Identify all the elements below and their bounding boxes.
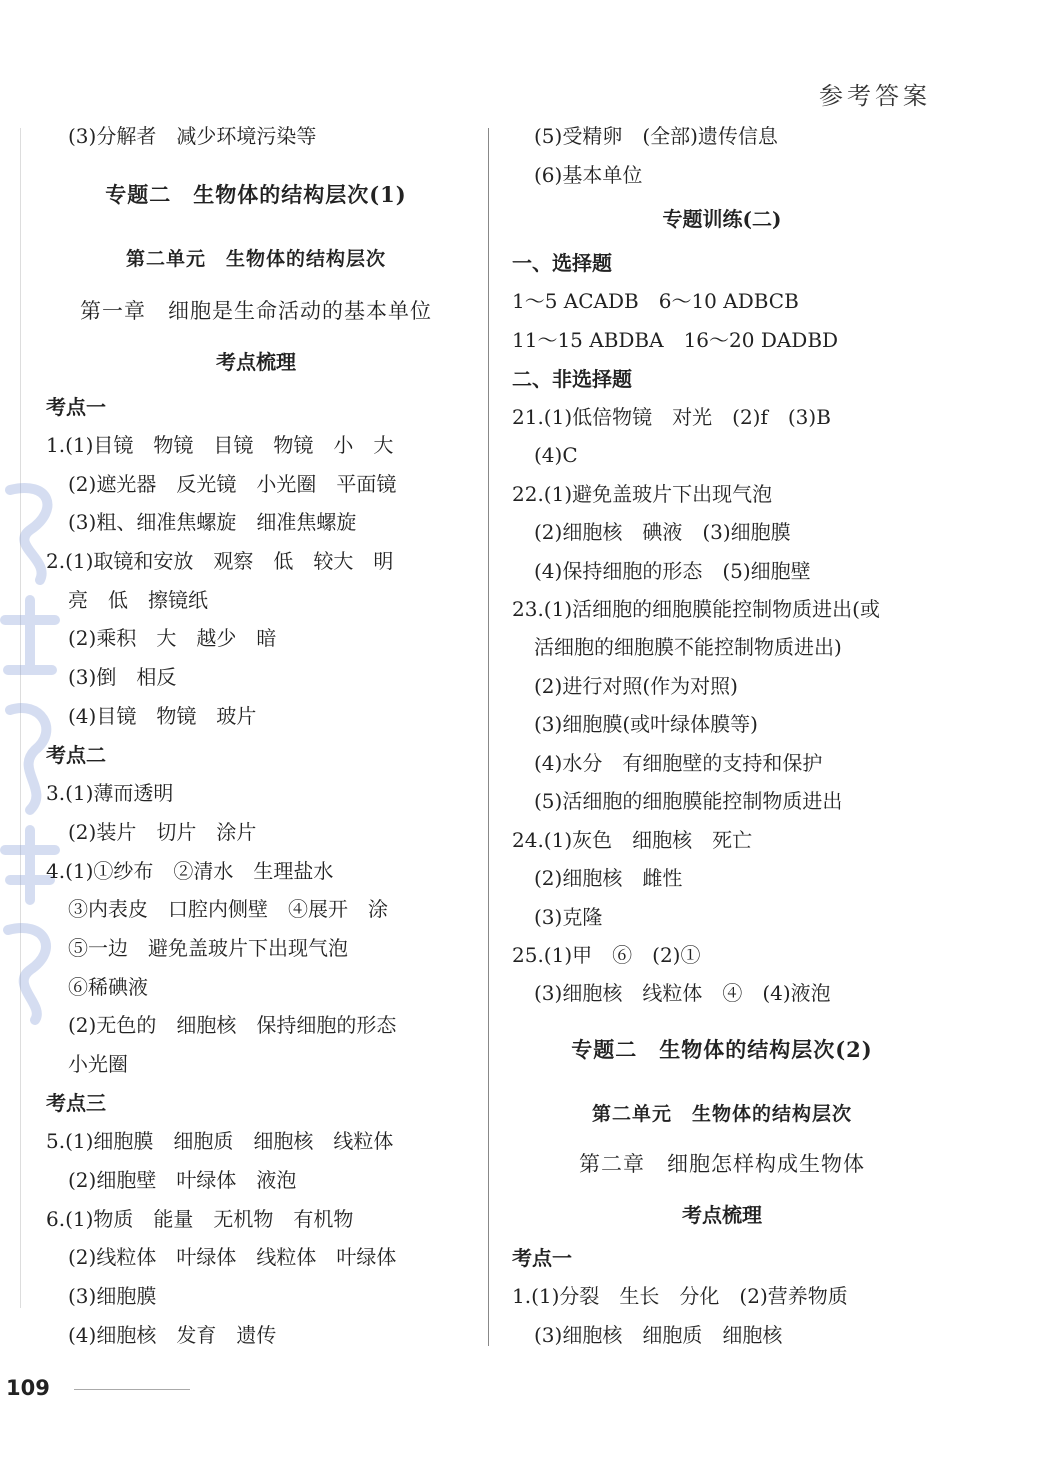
left-line-20: ⑥稀碘液 [68,975,148,999]
right-line-5: 11～15 ABDBA 16～20 DADBD [512,328,839,352]
left-line-8: (3)粗、细准焦螺旋 细准焦螺旋 [68,510,357,534]
page-number: 109 [6,1376,50,1400]
right-line-12: 23.(1)活细胞的细胞膜能控制物质进出(或 [512,597,880,621]
right-line-19: (2)细胞核 雌性 [534,866,683,890]
right-line-28: 1.(1)分裂 生长 分化 (2)营养物质 [512,1284,848,1308]
left-line-25: (2)细胞壁 叶绿体 液泡 [68,1168,297,1192]
left-line-3: 第一章 细胞是生命活动的基本单位 [80,299,432,323]
left-line-2: 第二单元 生物体的结构层次 [125,248,386,270]
right-line-21: 25.(1)甲 ⑥ (2)① [512,943,701,967]
right-line-24: 第二单元 生物体的结构层次 [591,1103,852,1125]
left-line-5: 考点一 [46,395,106,419]
left-line-12: (3)倒 相反 [68,665,177,689]
left-line-4: 考点梳理 [216,350,296,374]
left-line-10: 亮 低 擦镜纸 [68,588,208,612]
right-line-2: 专题训练(二) [662,207,782,231]
right-line-7: 21.(1)低倍物镜 对光 (2)f (3)B [512,405,831,429]
left-line-7: (2)遮光器 反光镜 小光圈 平面镜 [68,472,397,496]
left-line-29: (4)细胞核 发育 遗传 [68,1323,277,1347]
right-line-15: (3)细胞膜(或叶绿体膜等) [534,712,758,736]
left-line-16: (2)装片 切片 涂片 [68,820,257,844]
left-line-28: (3)细胞膜 [68,1284,157,1308]
left-line-19: ⑤一边 避免盖玻片下出现气泡 [68,936,348,960]
right-line-23: 专题二 生物体的结构层次(2) [571,1037,873,1062]
left-line-23: 考点三 [46,1091,106,1115]
left-line-0: (3)分解者 减少环境污染等 [68,124,317,148]
left-line-24: 5.(1)细胞膜 细胞质 细胞核 线粒体 [46,1129,394,1153]
left-line-11: (2)乘积 大 越少 暗 [68,626,277,650]
right-line-16: (4)水分 有细胞壁的支持和保护 [534,751,823,775]
left-line-17: 4.(1)①纱布 ②清水 生理盐水 [46,859,334,883]
right-line-17: (5)活细胞的细胞膜能控制物质进出 [534,789,843,813]
right-line-1: (6)基本单位 [534,163,643,187]
left-line-6: 1.(1)目镜 物镜 目镜 物镜 小 大 [46,433,394,457]
right-line-13: 活细胞的细胞膜不能控制物质进出) [534,635,842,659]
left-line-14: 考点二 [46,743,106,767]
right-line-22: (3)细胞核 线粒体 ④ (4)液泡 [534,981,831,1005]
right-line-3: 一、选择题 [512,251,612,275]
page-header: 参考答案 [819,82,931,110]
left-line-22: 小光圈 [68,1052,128,1076]
left-line-15: 3.(1)薄而透明 [46,781,174,805]
left-line-9: 2.(1)取镜和安放 观察 低 较大 明 [46,549,394,573]
right-line-20: (3)克隆 [534,905,603,929]
column-divider [488,128,489,1346]
right-line-8: (4)C [534,443,578,467]
page-number-rule [74,1389,190,1390]
right-line-25: 第二章 细胞怎样构成生物体 [579,1152,865,1176]
right-line-27: 考点一 [512,1246,572,1270]
right-line-10: (2)细胞核 碘液 (3)细胞膜 [534,520,791,544]
right-line-6: 二、非选择题 [512,367,632,391]
left-line-13: (4)目镜 物镜 玻片 [68,704,257,728]
left-line-27: (2)线粒体 叶绿体 线粒体 叶绿体 [68,1245,397,1269]
left-line-21: (2)无色的 细胞核 保持细胞的形态 [68,1013,397,1037]
right-line-29: (3)细胞核 细胞质 细胞核 [534,1323,783,1347]
right-line-11: (4)保持细胞的形态 (5)细胞壁 [534,559,811,583]
right-line-26: 考点梳理 [682,1203,762,1227]
right-line-9: 22.(1)避免盖玻片下出现气泡 [512,482,773,506]
right-line-0: (5)受精卵 (全部)遗传信息 [534,124,778,148]
left-line-26: 6.(1)物质 能量 无机物 有机物 [46,1207,354,1231]
right-line-14: (2)进行对照(作为对照) [534,674,738,698]
right-line-18: 24.(1)灰色 细胞核 死亡 [512,828,753,852]
left-line-18: ③内表皮 口腔内侧壁 ④展开 涂 [68,897,388,921]
left-line-1: 专题二 生物体的结构层次(1) [105,182,407,207]
right-line-4: 1～5 ACADB 6～10 ADBCB [512,289,799,313]
